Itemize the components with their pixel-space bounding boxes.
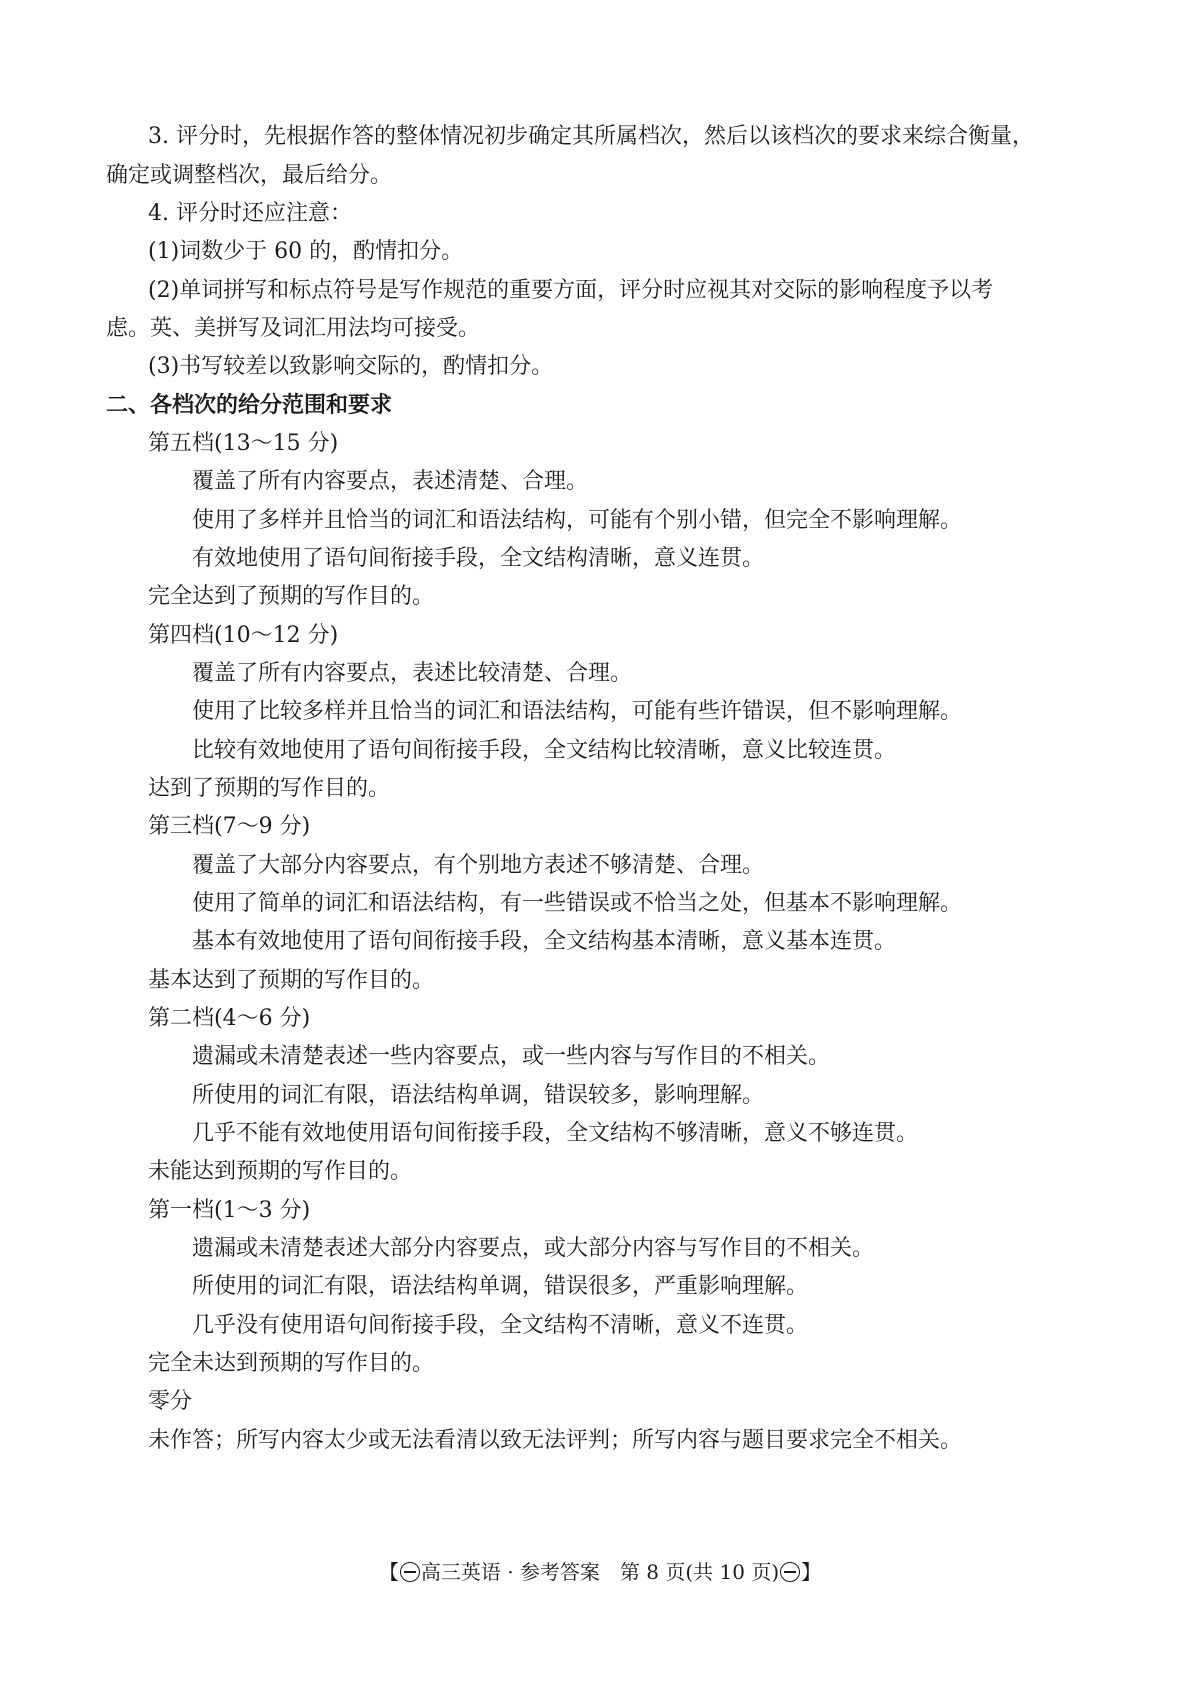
level-summary: 基本达到了预期的写作目的。 [148,968,435,993]
section-title: 二、各档次的给分范围和要求 [106,393,393,418]
level-point: 几乎不能有效地使用语句间衔接手段，全文结构不够清晰，意义不够连贯。 [192,1121,919,1146]
note-spelling-line2: 虑。英、美拼写及词汇用法均可接受。 [106,316,481,341]
level-summary: 完全未达到预期的写作目的。 [148,1351,435,1376]
level-title: 第一档(1～3 分) [148,1198,311,1223]
zero-score-title: 零分 [148,1389,193,1414]
scoring-rule-3-line2: 确定或调整档次，最后给分。 [106,163,393,188]
level-point: 遗漏或未清楚表述大部分内容要点，或大部分内容与写作目的不相关。 [192,1236,875,1261]
note-spelling-line1: (2)单词拼写和标点符号是写作规范的重要方面，评分时应视其对交际的影响程度予以考 [148,278,994,303]
level-title: 第三档(7～9 分) [148,814,311,839]
level-point: 比较有效地使用了语句间衔接手段，全文结构比较清晰，意义比较连贯。 [192,738,897,763]
zero-score-desc: 未作答；所写内容太少或无法看清以致无法评判；所写内容与题目要求完全不相关。 [148,1428,963,1453]
circled-minus-icon [780,1562,800,1582]
level-title: 第二档(4～6 分) [148,1006,311,1031]
page-footer [0,1558,1200,1586]
level-point: 所使用的词汇有限，语法结构单调，错误很多，严重影响理解。 [192,1274,809,1299]
note-word-count: (1)词数少于 60 的，酌情扣分。 [148,239,464,264]
level-point: 几乎没有使用语句间衔接手段，全文结构不清晰，意义不连贯。 [192,1313,809,1338]
level-title: 第五档(13～15 分) [148,431,339,456]
level-point: 基本有效地使用了语句间衔接手段，全文结构基本清晰，意义基本连贯。 [192,929,897,954]
level-point: 覆盖了所有内容要点，表述清楚、合理。 [192,469,589,494]
footer-close-bracket: 】 [801,1560,822,1584]
level-point: 使用了简单的词汇和语法结构，有一些错误或不恰当之处，但基本不影响理解。 [192,891,963,916]
footer-open-bracket: 【 [378,1560,399,1584]
level-point: 遗漏或未清楚表述一些内容要点，或一些内容与写作目的不相关。 [192,1044,831,1069]
level-point: 覆盖了所有内容要点，表述比较清楚、合理。 [192,661,633,686]
level-summary: 完全达到了预期的写作目的。 [148,584,435,609]
level-point: 使用了多样并且恰当的词汇和语法结构，可能有个别小错，但完全不影响理解。 [192,508,963,533]
level-point: 使用了比较多样并且恰当的词汇和语法结构，可能有些许错误，但不影响理解。 [192,699,963,724]
level-point: 覆盖了大部分内容要点，有个别地方表述不够清楚、合理。 [192,853,765,878]
circled-minus-icon [400,1562,420,1582]
level-title: 第四档(10～12 分) [148,623,339,648]
level-summary: 达到了预期的写作目的。 [148,776,391,801]
level-point: 所使用的词汇有限，语法结构单调，错误较多，影响理解。 [192,1083,765,1108]
scoring-rule-3-line1: 3. 评分时，先根据作答的整体情况初步确定其所属档次，然后以该档次的要求来综合衡量， [148,124,1034,149]
level-summary: 未能达到预期的写作目的。 [148,1159,413,1184]
level-point: 有效地使用了语句间衔接手段，全文结构清晰，意义连贯。 [192,546,765,571]
note-handwriting: (3)书写较差以致影响交际的，酌情扣分。 [148,354,554,379]
scoring-rule-4: 4. 评分时还应注意： [148,201,352,226]
footer-text: 高三英语 · 参考答案 第 8 页(共 10 页) [420,1560,780,1584]
